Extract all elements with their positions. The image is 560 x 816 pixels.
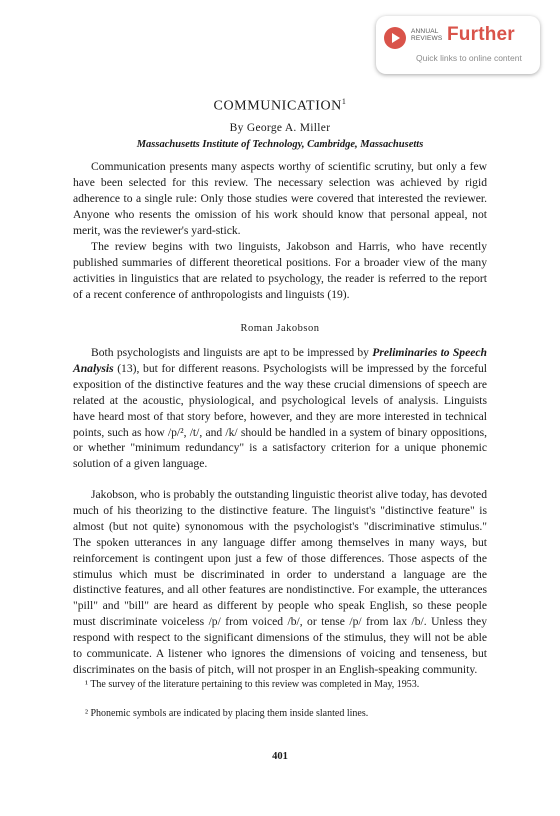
book-title: Preliminaries to Speech Analysis <box>73 346 487 375</box>
title-footnote-marker: 1 <box>341 97 347 106</box>
further-badge[interactable] <box>376 16 540 74</box>
paragraph-jakobson: Jakobson, who is probably the outstanding linguistic theorist alive today, has devoted much of his theorizing to the distinctive feature. The linguist's "distinctive feature" is almost (but not quite) synonomous with the psychologist's "discriminative stimulus." The spoken utterances in any language differ among themselves in many ways, but reinforcement is contingent upon just a few of those differences. Those aspects of the stimulus which must be discriminated in order to understand a language are the distinctive features, and all other features are nondistinctive. For example, the utterances "pill" and "bill" are heard as different by people who speak English, so these people must discriminate voiceless /p/ from voiced /b/, or tense /p/ from lax /b/. Unless they respond with respect to the significant dimensions of the stimulus, they will not be able to communicate. A listener who ignores the dimensions of voicing and tenseness, but discriminates on the basis of pitch, will not prosper in an English-speaking community. <box>73 488 487 676</box>
author-affiliation: Massachusetts Institute of Technology, Cambridge, Massachusetts <box>136 139 424 150</box>
paragraph-preliminaries: Both psychologists and linguists are apt to be impressed by Preliminaries to Speech Analysis (13), but for different reasons. Psychologists will be impressed by the forceful exposition of the distinctive features and the way these crucial dimensions of speech are related at the acoustic, physiological, and psychological levels of analysis. Linguists have heard most of that story before, however, and they are more interested in technical points, such as how /p/², /t/, and /k/ should be handled in a system of binary oppositions, or whether "minimum redundancy" is a satisfactory criterion for a unique phonemic solution of a given language. <box>73 346 487 471</box>
further-label: Further <box>447 24 515 45</box>
further-subtitle: Quick links to online content <box>416 53 522 63</box>
section-heading: Roman Jakobson <box>240 323 320 334</box>
footnote-2: ² Phonemic symbols are indicated by placing them inside slanted lines. <box>85 708 369 719</box>
paragraph-intro: Communication presents many aspects worthy of scientific scrutiny, but only a few have been selected for this review. The necessary selection was achieved by rigid adherence to a single rule: Only those studies were covered that interested the reviewer. Anyone who resents the omission of his work should know that personal appeal, not merit, was the reviewer's yard-stick. <box>73 160 487 237</box>
paragraph-overview: The review begins with two linguists, Jakobson and Harris, who have recently published summaries of different theoretical positions. For a broader view of the many activities in linguistics that are related to psychology, the reader is referred to the report of a recent conference of anthropologists and linguists (19). <box>73 240 487 301</box>
play-circle-icon <box>384 27 406 49</box>
footnote-1: ¹ The survey of the literature pertaining to this review was completed in May, 1953. <box>85 679 420 690</box>
author-byline: By George A. Miller <box>229 122 331 134</box>
page-number: 401 <box>272 751 288 762</box>
annual-reviews-logo: ANNUAL REVIEWS <box>411 28 443 42</box>
article-title: COMMUNICATION$^1$ <box>213 97 347 114</box>
